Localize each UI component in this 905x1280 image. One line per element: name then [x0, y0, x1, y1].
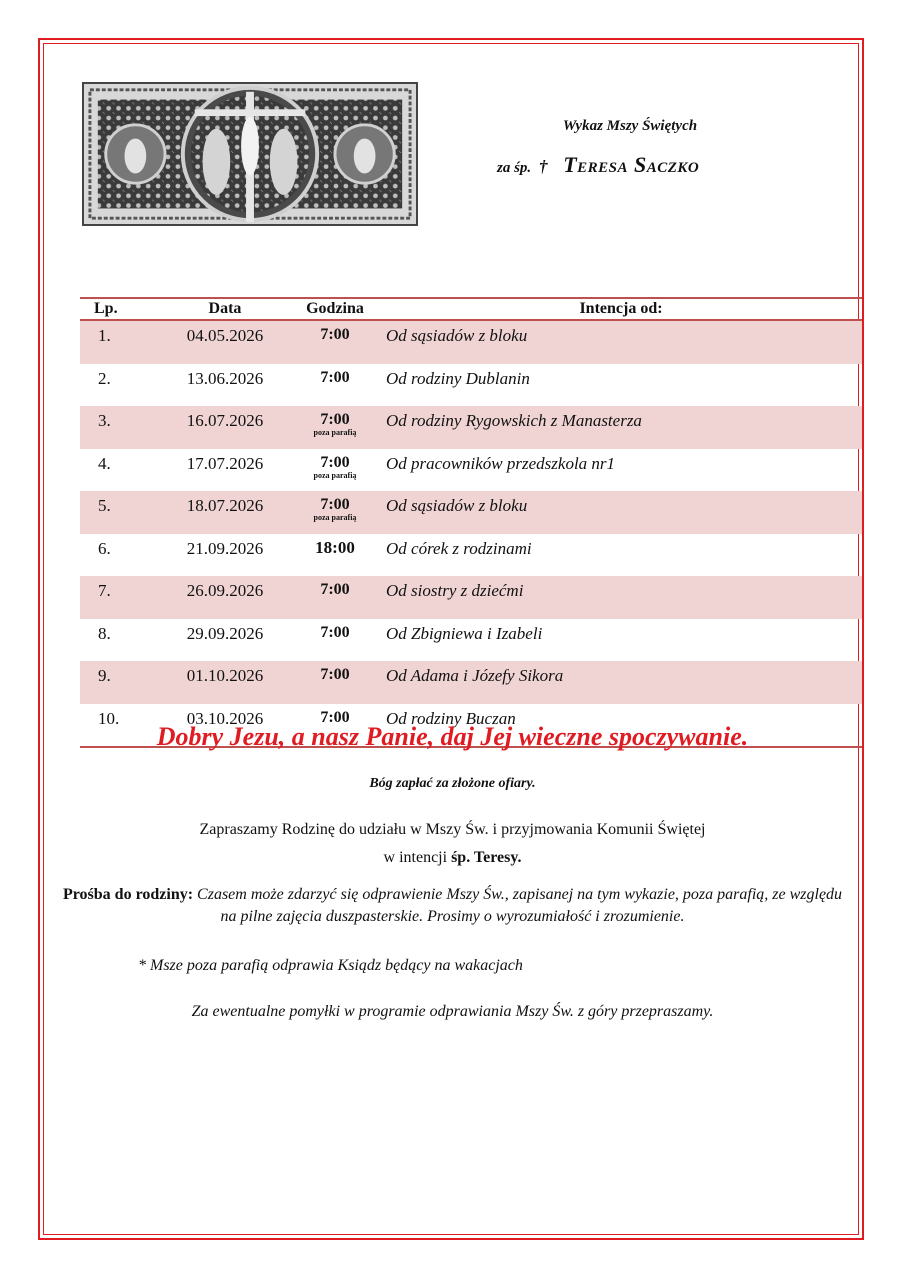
header-lp: Lp. — [80, 298, 160, 320]
row-hour: 7:00 — [320, 666, 350, 683]
row-hour: 7:00 — [320, 326, 350, 343]
row-lp: 8. — [98, 623, 111, 643]
row-lp: 6. — [98, 538, 111, 558]
for-prefix: za śp. — [497, 160, 532, 176]
document-title: Wykaz Mszy Świętych — [562, 118, 698, 134]
row-intention: Od Zbigniewa i Izabeli — [386, 623, 543, 643]
header-date: Data — [160, 298, 290, 320]
deceased-name: Teresa Saczko — [563, 152, 700, 177]
deceased-line — [497, 152, 699, 178]
row-intention: Od Adama i Józefy Sikora — [380, 661, 862, 704]
row-date: 04.05.2026 — [160, 320, 290, 364]
mass-schedule-table — [80, 297, 862, 748]
invitation-line-2 — [0, 844, 905, 872]
table-row — [80, 364, 862, 407]
row-date: 21.09.2026 — [186, 538, 264, 558]
request-text: Czasem może zdarzyć się odprawienie Mszy Św., zapisanej na tym wykazie, poza parafią, ze względu na pilne zajęcia duszpasterskie. Prosimy o wyrozumiałość i zrozumienie. — [193, 886, 843, 925]
engraving-illustration — [84, 84, 416, 224]
table-row — [80, 406, 862, 449]
row-intention: Od rodziny Rygowskich z Manasterza — [380, 406, 862, 449]
prayer-text: Dobry Jezu, a nasz Panie, daj Jej wieczne spoczywanie. — [156, 722, 749, 751]
row-location-note: poza parafią — [313, 470, 357, 480]
cross-icon: † — [538, 157, 548, 176]
thanks-text: Bóg zapłać za złożone ofiary. — [369, 776, 536, 791]
row-hour-cell — [290, 661, 380, 704]
row-intention: Od rodziny Buczan — [380, 704, 862, 748]
row-lp: 1. — [80, 320, 160, 364]
row-lp: 2. — [98, 368, 111, 388]
row-hour-cell — [290, 320, 380, 364]
request-label: Prośba do rodziny: — [62, 886, 194, 903]
row-hour: 7:00 — [320, 453, 350, 471]
table-row — [80, 619, 862, 662]
row-date: 01.10.2026 — [160, 661, 290, 704]
row-location-note: poza parafią — [313, 428, 357, 437]
row-hour-cell — [290, 534, 380, 577]
invitation-line-1: Zapraszamy Rodzinę do udziału w Mszy Św. i przyjmowania Komunii Świętej — [199, 821, 706, 838]
row-intention: Od rodziny Dublanin — [386, 368, 530, 388]
row-lp: 3. — [80, 406, 160, 449]
row-hour: 7:00 — [320, 368, 350, 386]
row-hour-cell — [290, 364, 380, 407]
row-lp: 7. — [80, 576, 160, 619]
row-date: 29.09.2026 — [186, 623, 264, 643]
footnote: * Msze poza parafią odprawia Ksiądz będący na wakacjach — [138, 957, 523, 974]
row-lp: 9. — [80, 661, 160, 704]
row-hour-cell — [290, 449, 380, 492]
row-lp: 5. — [80, 491, 160, 534]
row-hour: 7:00 — [320, 581, 350, 598]
apology-text: Za ewentualne pomyłki w programie odprawiania Mszy Św. z góry przepraszamy. — [191, 1003, 714, 1020]
request-to-family — [60, 884, 845, 928]
row-hour: 7:00 — [320, 411, 350, 428]
row-intention: Od córek z rodzinami — [386, 538, 532, 558]
table-row — [80, 491, 862, 534]
crucifixion-engraving-image — [82, 82, 418, 226]
header-intention: Intencja od: — [380, 298, 862, 320]
row-lp: 4. — [98, 453, 111, 473]
table-row — [80, 576, 862, 619]
invitation-name: śp. Teresy. — [451, 849, 522, 866]
table-row — [80, 320, 862, 364]
row-hour-cell — [290, 491, 380, 534]
table-row — [80, 449, 862, 492]
row-hour-cell — [290, 406, 380, 449]
invitation — [0, 816, 905, 872]
row-location-note: poza parafią — [313, 513, 357, 522]
table-row — [80, 534, 862, 577]
row-hour: 18:00 — [315, 537, 355, 557]
row-intention: Od siostry z dziećmi — [380, 576, 862, 619]
header-hour: Godzina — [290, 298, 380, 320]
row-intention: Od sąsiadów z bloku — [380, 491, 862, 534]
row-date: 18.07.2026 — [160, 491, 290, 534]
row-hour: 7:00 — [320, 708, 350, 726]
row-hour: 7:00 — [320, 623, 350, 641]
row-hour-cell — [290, 619, 380, 662]
row-intention: Od sąsiadów z bloku — [380, 320, 862, 364]
row-date: 03.10.2026 — [160, 704, 290, 748]
table-header-row — [80, 298, 862, 320]
row-lp: 10. — [80, 704, 160, 748]
row-hour: 7:00 — [320, 496, 350, 513]
row-date: 13.06.2026 — [186, 368, 264, 388]
row-date: 16.07.2026 — [160, 406, 290, 449]
row-hour-cell — [290, 576, 380, 619]
row-date: 26.09.2026 — [160, 576, 290, 619]
table-row — [80, 661, 862, 704]
invitation-prefix: w intencji — [383, 849, 452, 866]
row-date: 17.07.2026 — [186, 453, 264, 473]
row-intention: Od pracowników przedszkola nr1 — [386, 453, 616, 473]
